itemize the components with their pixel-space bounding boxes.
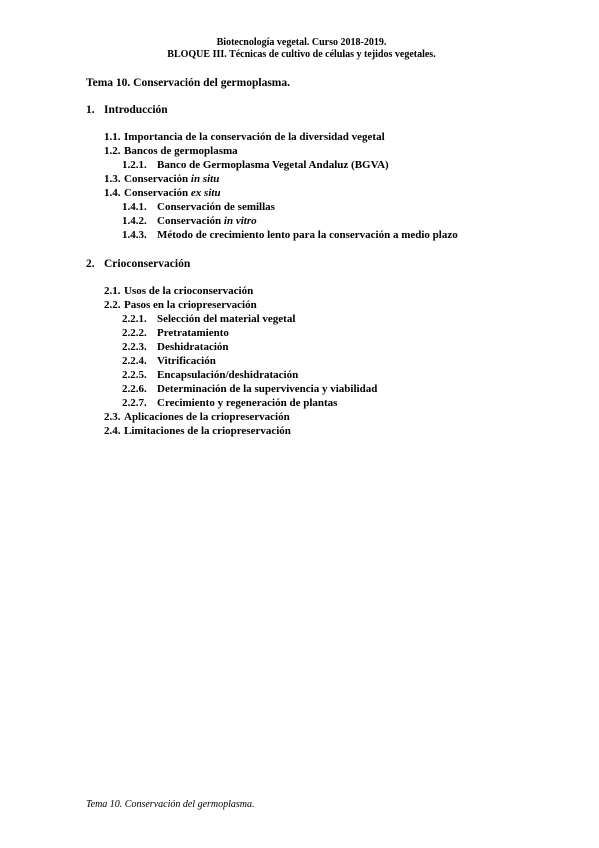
toc-item-number: 1.4. [104, 187, 121, 199]
toc-item-number: 1.4.3. [122, 229, 147, 241]
toc-item-2-2-7 [122, 397, 337, 410]
toc-item-number: 1.2.1. [122, 159, 147, 171]
toc-item-2-2-4 [122, 355, 216, 368]
toc-item-1-4-3 [122, 229, 458, 242]
toc-item-text: Conservación de semillas [157, 201, 275, 213]
header-block-line: BLOQUE III. Técnicas de cultivo de células y tejidos vegetales. [167, 49, 436, 60]
toc-item-number: 2.2.2. [122, 327, 147, 339]
toc-item-1-1 [104, 131, 385, 144]
toc-item-1-4-1 [122, 201, 275, 214]
section-heading-1 [86, 104, 168, 116]
toc-item-2-2 [104, 299, 257, 312]
toc-item-italic-term: in situ [190, 173, 220, 185]
section-title: Crioconservación [104, 258, 191, 270]
toc-item-text: Método de crecimiento lento para la conservación a medio plazo [157, 229, 458, 241]
toc-item-text: Bancos de germoplasma [124, 145, 238, 157]
header-course-line: Biotecnología vegetal. Curso 2018-2019. [216, 37, 387, 48]
toc-item-number: 2.2.4. [122, 355, 147, 367]
toc-item-text: Usos de la crioconservación [124, 285, 254, 297]
toc-item-1-3 [104, 173, 219, 186]
toc-item-2-2-3 [122, 341, 229, 354]
section-title: Introducción [104, 104, 168, 116]
toc-item-text: Determinación de la supervivencia y viabilidad [157, 383, 378, 395]
toc-item-number: 2.2.7. [122, 397, 147, 409]
toc-item-number: 2.2.3. [122, 341, 147, 353]
toc-item-text: Deshidratación [157, 341, 229, 353]
toc-item-number: 2.2.1. [122, 313, 147, 325]
toc-item-text: Importancia de la conservación de la diversidad vegetal [124, 131, 385, 143]
toc-item-number: 2.4. [104, 425, 121, 437]
toc-item-text: Crecimiento y regeneración de plantas [157, 397, 338, 409]
toc-item-2-3 [104, 411, 290, 424]
toc-item-2-2-6 [122, 383, 377, 396]
toc-item-number: 2.2. [104, 299, 121, 311]
toc-item-text: Conservación [124, 173, 191, 185]
toc-item-1-2-1 [122, 159, 389, 172]
toc-item-number: 1.4.1. [122, 201, 147, 213]
toc-item-1-4 [104, 187, 221, 200]
toc-item-2-4 [104, 425, 291, 438]
toc-item-number: 1.1. [104, 131, 121, 143]
section-number: 1. [86, 104, 95, 116]
toc-item-italic-term: ex situ [190, 187, 221, 199]
toc-item-text: Aplicaciones de la criopreservación [124, 411, 290, 423]
section-number: 2. [86, 258, 95, 270]
toc-item-2-2-1 [122, 313, 295, 326]
toc-item-number: 2.2.6. [122, 383, 147, 395]
toc-item-text: Selección del material vegetal [157, 313, 296, 325]
toc-item-number: 2.3. [104, 411, 121, 423]
section-heading-2 [86, 258, 190, 270]
toc-item-italic-term: in vitro [223, 215, 257, 227]
toc-item-number: 1.4.2. [122, 215, 147, 227]
toc-item-2-2-5 [122, 369, 298, 382]
toc-item-text: Banco de Germoplasma Vegetal Andaluz (BGVA) [157, 159, 389, 171]
document-header [0, 37, 599, 61]
toc-item-1-2 [104, 145, 238, 158]
toc-item-1-4-2 [122, 215, 257, 228]
toc-item-text: Conservación [124, 187, 191, 199]
toc-item-2-1 [104, 285, 253, 298]
toc-item-text: Vitrificación [157, 355, 216, 367]
toc-item-text: Pasos en la criopreservación [124, 299, 257, 311]
toc-item-number: 1.2. [104, 145, 121, 157]
page-footer: Tema 10. Conservación del germoplasma. [86, 799, 255, 810]
toc-item-number: 2.1. [104, 285, 121, 297]
toc-item-text: Limitaciones de la criopreservación [124, 425, 291, 437]
toc-item-number: 2.2.5. [122, 369, 147, 381]
toc-item-text: Conservación [157, 215, 224, 227]
toc-item-2-2-2 [122, 327, 229, 340]
toc-item-text: Pretratamiento [157, 327, 229, 339]
toc-item-text: Encapsulación/deshidratación [157, 369, 299, 381]
topic-title: Tema 10. Conservación del germoplasma. [86, 77, 291, 89]
toc-item-number: 1.3. [104, 173, 121, 185]
